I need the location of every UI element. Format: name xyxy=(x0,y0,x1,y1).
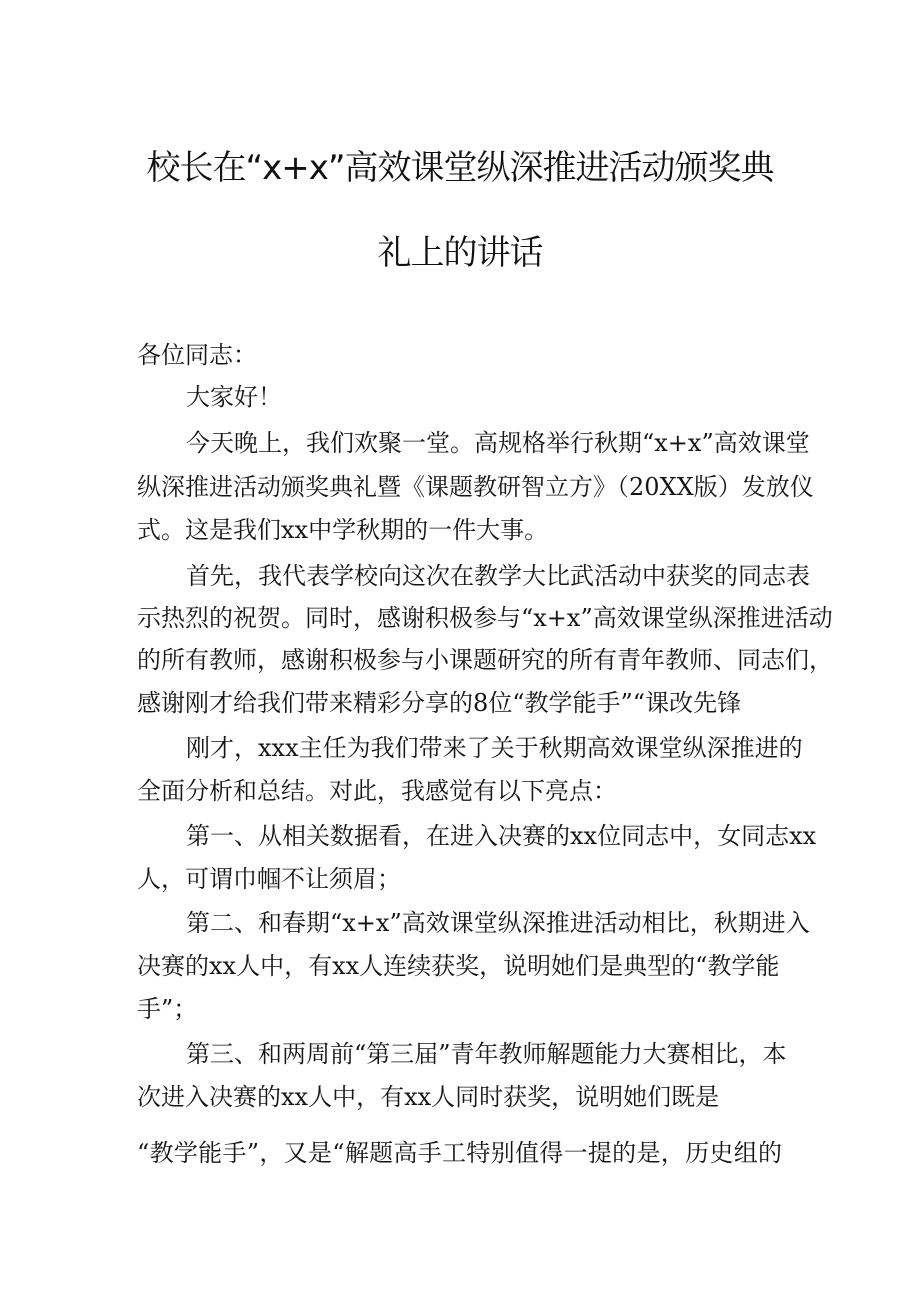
paragraph-1-line-3: 式。这是我们xx中学秋期的一件大事。 xyxy=(137,516,549,544)
paragraph-2-line-2: 示热烈的祝贺。同时，感谢积极参与“x+x”高效课堂纵深推进活动 xyxy=(137,604,833,632)
paragraph-2-line-4: 感谢刚才给我们带来精彩分享的8位“教学能手”“课改先锋 xyxy=(137,689,742,717)
paragraph-3-line-1: 刚才，xxx主任为我们带来了关于秋期高效课堂纵深推进的 xyxy=(186,734,803,762)
greeting: 大家好！ xyxy=(186,383,282,411)
salutation: 各位同志： xyxy=(137,341,257,369)
paragraph-6-line-1: 第三、和两周前“第三届”青年教师解题能力大赛相比，本 xyxy=(186,1040,787,1068)
paragraph-4-line-1: 第一、从相关数据看，在进入决赛的xx位同志中，女同志xx xyxy=(186,822,817,850)
paragraph-5-line-3: 手”； xyxy=(137,995,198,1023)
paragraph-2-line-3: 的所有教师，感谢积极参与小课题研究的所有青年教师、同志们， xyxy=(137,646,833,674)
paragraph-4-line-2: 人，可谓巾帼不让须眉； xyxy=(137,865,401,893)
paragraph-1-line-2: 纵深推进活动颁奖典礼暨《课题教研智立方》（20XX版）发放仪 xyxy=(137,473,814,501)
paragraph-6-line-3: “教学能手”，又是“解题高手工特别值得一提的是，历史组的 xyxy=(137,1139,782,1167)
paragraph-5-line-2: 决赛的xx人中，有xx人连续获奖，说明她们是典型的“教学能 xyxy=(137,952,780,980)
document-title-line-2: 礼上的讲话 xyxy=(377,233,543,273)
paragraph-5-line-1: 第二、和春期“x+x”高效课堂纵深推进活动相比，秋期进入 xyxy=(186,909,810,937)
paragraph-1-line-1: 今天晚上，我们欢聚一堂。高规格举行秋期“x+x”高效课堂 xyxy=(186,429,810,457)
document-title-line-1: 校长在“x+x”高效课堂纵深推进活动颁奖典 xyxy=(146,148,774,188)
paragraph-3-line-2: 全面分析和总结。对此，我感觉有以下亮点： xyxy=(137,777,617,805)
paragraph-2-line-1: 首先，我代表学校向这次在教学大比武活动中获奖的同志表 xyxy=(186,562,810,590)
paragraph-6-line-2: 次进入决赛的xx人中，有xx人同时获奖，说明她们既是 xyxy=(137,1083,720,1111)
